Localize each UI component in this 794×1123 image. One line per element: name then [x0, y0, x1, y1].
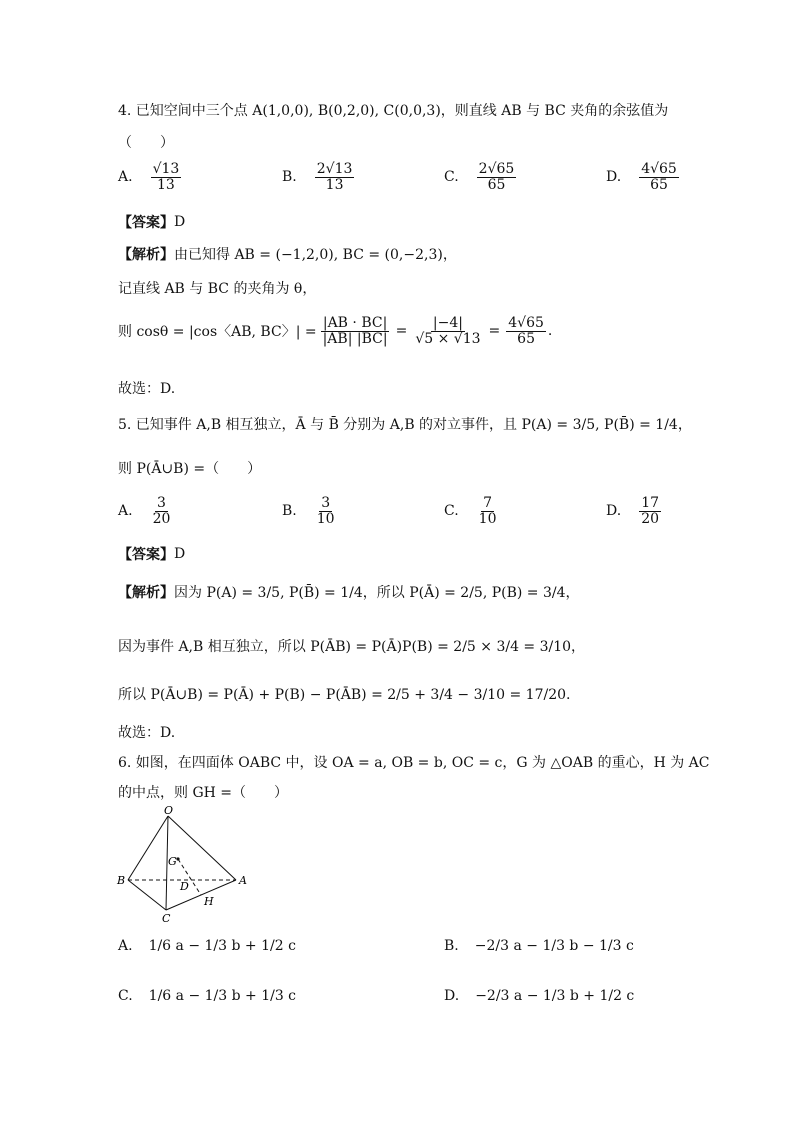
q4-option-b[interactable]: [282, 162, 356, 192]
option-expression: −2/3 a − 1/3 b + 1/2 c: [475, 988, 635, 1004]
option-numerator: 3: [157, 495, 166, 511]
option-numerator: 2√13: [316, 161, 353, 177]
q4-option-d[interactable]: [606, 162, 681, 192]
q4-paren: [118, 132, 174, 152]
option-label: D.: [444, 988, 460, 1004]
analysis-text: 记直线 AB 与 BC 的夹角为 θ，: [118, 281, 317, 297]
option-expression: 1/6 a − 1/3 b + 1/2 c: [148, 938, 296, 954]
q5-option-d[interactable]: [606, 496, 663, 526]
q4-analysis-2: [118, 278, 316, 298]
tetrahedron-figure: [112, 806, 262, 928]
edge-oa: [168, 816, 236, 880]
label-h: H: [204, 895, 214, 908]
q4-stem-text: 4. 已知空间中三个点 A(1,0,0), B(0,2,0), C(0,0,3)，则直线 AB 与 BC 夹角的余弦值为: [118, 103, 669, 119]
q6-option-d[interactable]: [444, 988, 634, 1004]
q5-option-a[interactable]: [118, 496, 174, 526]
option-denominator: 20: [152, 510, 171, 527]
q4-analysis-3: 则 cosθ = |cos〈AB, BC〉| = $\frac{|AB \cdot BC|}{|AB| |BC|}$ = $\frac{|-4|}{√5 \times √13}$ = $\frac{4√65}{65}$ .: [118, 315, 553, 347]
q5-stem-text: 则 P(Ā∪B) =（ ）: [118, 461, 262, 477]
analysis-text: 由已知得 AB = (−1,2,0), BC = (0,−2,3)，: [174, 247, 457, 263]
option-denominator: 20: [641, 510, 660, 527]
option-denominator: 65: [650, 176, 668, 193]
fraction-denominator: √5 × √13: [415, 330, 481, 347]
option-label: C.: [118, 988, 133, 1004]
option-denominator: 13: [325, 176, 344, 193]
answer-value: D: [174, 546, 186, 562]
edge-ob: [128, 816, 168, 880]
q4-option-a[interactable]: [118, 162, 183, 192]
q6-stem-text: 6. 如图，在四面体 OABC 中，设 OA = a, OB = b, OC = c，G 为 △OAB 的重心，H 为 AC: [118, 755, 710, 771]
option-label: A.: [118, 169, 133, 186]
option-denominator: 13: [157, 176, 175, 193]
option-numerator: 4√65: [641, 161, 677, 177]
q6-option-b[interactable]: [444, 938, 634, 954]
option-numerator: 3: [321, 495, 331, 511]
q4-paren-text: （ ）: [118, 135, 174, 151]
option-denominator: 10: [316, 510, 335, 527]
option-denominator: 65: [487, 176, 506, 193]
label-g: G: [168, 855, 177, 868]
option-label: B.: [282, 169, 297, 186]
option-numerator: 2√65: [478, 161, 515, 177]
option-label: A.: [118, 503, 133, 520]
option-label: C.: [444, 169, 459, 186]
analysis-text: 则 cosθ = |cos〈AB, BC〉| =: [118, 324, 317, 341]
q5-option-c[interactable]: [444, 496, 501, 526]
analysis-label: 【解析】: [118, 247, 174, 263]
q6-stem-text: 的中点，则 GH =（ ）: [118, 785, 289, 801]
q5-analysis-1: [118, 582, 580, 602]
q5-stem-2: [118, 458, 261, 478]
option-numerator: √13: [152, 161, 180, 177]
fraction-denominator: 65: [517, 330, 535, 347]
q4-answer: [118, 212, 185, 232]
q4-stem: [118, 100, 668, 120]
q6-stem: [118, 752, 710, 772]
q4-choice: [118, 378, 175, 398]
q4-analysis-1: [118, 244, 457, 264]
q5-analysis-2: [118, 636, 585, 656]
option-label: B.: [282, 503, 297, 520]
choice-text: 故选：D.: [118, 381, 176, 397]
q5-analysis-3: [118, 684, 570, 704]
answer-label: 【答案】: [118, 547, 174, 563]
analysis-text: 因为事件 A,B 相互独立，所以 P(ĀB) = P(Ā)P(B) = 2/5 × 3/4 = 3/10，: [118, 639, 586, 655]
q5-stem: [118, 414, 692, 434]
label-c: C: [162, 912, 171, 925]
fraction-numerator: |−4|: [432, 315, 463, 331]
answer-value: D: [174, 214, 186, 230]
label-d: D: [180, 880, 189, 893]
analysis-text: 因为 P(A) = 3/5, P(B̄) = 1/4，所以 P(Ā) = 2/5, P(B) = 3/4，: [174, 585, 580, 601]
q5-answer: [118, 544, 185, 564]
q5-choice: [118, 722, 175, 742]
q6-option-c[interactable]: [118, 988, 296, 1004]
q6-stem-2: [118, 782, 288, 802]
label-a: A: [239, 874, 247, 887]
option-label: D.: [606, 503, 622, 520]
analysis-label: 【解析】: [118, 585, 174, 601]
q5-stem-text: 5. 已知事件 A,B 相互独立，Ā 与 B̄ 分别为 A,B 的对立事件，且 P(A) = 3/5, P(B̄) = 1/4，: [118, 417, 692, 433]
choice-text: 故选：D.: [118, 725, 176, 741]
option-label: B.: [444, 938, 459, 954]
option-label: C.: [444, 503, 459, 520]
q6-option-a[interactable]: [118, 938, 296, 954]
q4-option-c[interactable]: [444, 162, 518, 192]
option-expression: 1/6 a − 1/3 b + 1/3 c: [148, 988, 297, 1004]
option-denominator: 10: [478, 510, 497, 527]
label-o: O: [164, 806, 174, 817]
q5-option-b[interactable]: [282, 496, 339, 526]
edge-bc: [128, 880, 166, 910]
option-expression: −2/3 a − 1/3 b − 1/3 c: [474, 938, 634, 954]
fraction-numerator: 4√65: [508, 315, 544, 331]
option-numerator: 17: [641, 495, 660, 511]
option-label: D.: [606, 169, 622, 186]
option-label: A.: [118, 938, 133, 954]
answer-label: 【答案】: [118, 215, 174, 231]
label-b: B: [117, 874, 126, 887]
analysis-text: 所以 P(Ā∪B) = P(Ā) + P(B) − P(ĀB) = 2/5 + 3/4 − 3/10 = 17/20.: [118, 687, 571, 703]
point-g: [176, 857, 179, 860]
option-numerator: 7: [483, 495, 493, 511]
